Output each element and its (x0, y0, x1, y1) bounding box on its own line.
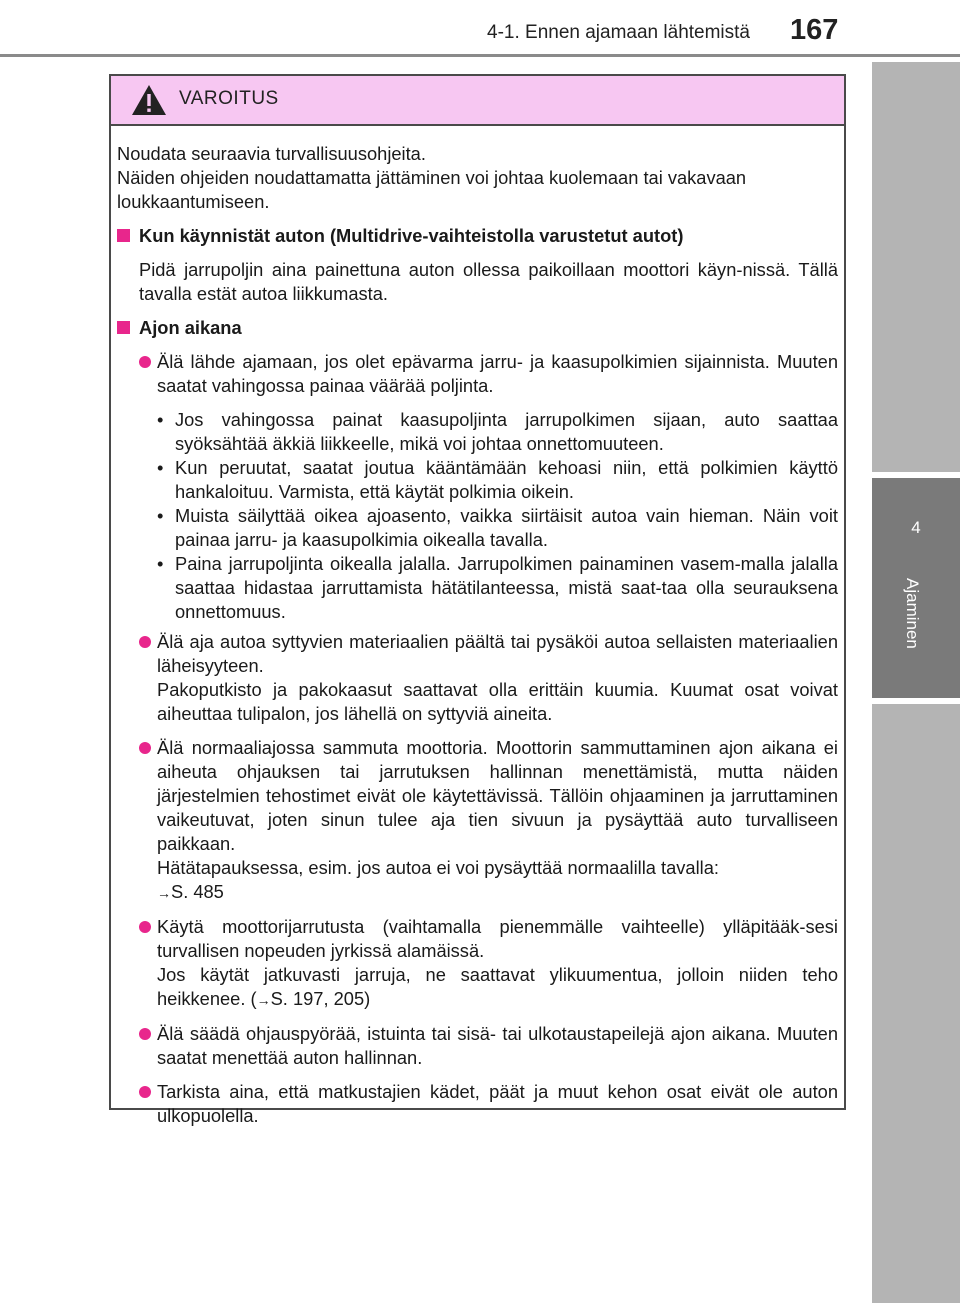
section-title: 4-1. Ennen ajamaan lähtemistä (487, 22, 750, 43)
item-text: Älä normaaliajossa sammuta moottoria. Moottorin sammuttaminen ajon aikana ei aiheuta ohjauksen tai jarrutuksen hallinnan menettämistä, mutta näiden järjestelmien tehostimet eivät ole käytettävissä. Tällöin ohjaaminen ja jarruttaminen vaikeutuvat, joten sinun tulee aja tien sivuun ja pysäyttää auto turvalliseen paikkaan. (157, 737, 838, 854)
arrow-right-icon: → (157, 885, 171, 901)
list-item (117, 350, 838, 398)
chapter-label: Ajaminen (903, 578, 922, 649)
sub-list (117, 408, 838, 624)
list-item (117, 915, 838, 1012)
list-item (117, 630, 838, 726)
warning-title: VAROITUS (179, 88, 279, 109)
section-heading-text: Kun käynnistät auton (Multidrive-vaihteistolla varustetut autot) (139, 225, 684, 246)
side-tab-spacer-bottom (872, 704, 960, 1303)
chapter-number: 4 (911, 518, 921, 537)
sub-item: • Paina jarrupoljinta oikealla jalalla. Jarrupolkimen painaminen vasem-malla jalalla saattaa hidastaa jarruttamista hätätilanteessa, mistä saat-taa olla seurauksena onnettomuus. (157, 553, 838, 622)
round-bullet-icon (139, 1028, 151, 1040)
arrow-right-icon: → (256, 992, 271, 1008)
intro-line: Noudata seuraavia turvallisuusohjeita. (117, 143, 426, 164)
item-text: Hätätapauksessa, esim. jos autoa ei voi pysäyttää normaalilla tavalla: (157, 857, 719, 878)
round-bullet-icon (139, 1086, 151, 1098)
chapter-tab (872, 478, 960, 698)
warning-box (109, 74, 846, 1126)
dot-bullet-icon: • (157, 505, 164, 526)
dot-bullet-icon: • (157, 457, 164, 478)
item-text: Älä aja autoa syttyvien materiaalien päältä tai pysäköi autoa sellaisten materiaalien läheisyyteen. (157, 631, 838, 676)
square-bullet-icon (117, 229, 130, 242)
section-heading (117, 316, 838, 340)
section-text: Pidä jarrupoljin aina painettuna auton ollessa paikoillaan moottori käyn-nissä. Tällä tavalla estät autoa liikkumasta. (139, 259, 838, 304)
round-bullet-icon (139, 636, 151, 648)
dot-bullet-icon: • (157, 553, 164, 574)
warning-triangle-icon (131, 84, 167, 116)
round-bullet-icon (139, 356, 151, 368)
sub-item: • Muista säilyttää oikea ajoasento, vaikka siirtäisit autoa vain hieman. Näin voit painaa jarru- ja kaasupolkimia oikealla tavalla. (157, 505, 838, 550)
section-heading-text: Ajon aikana (139, 317, 242, 338)
header-divider (0, 54, 960, 57)
sub-item: • Kun peruutat, saatat joutua kääntämään kehoasi niin, että polkimien käyttö hankaloituu. Varmista, että käytät polkimia oikein. (157, 457, 838, 502)
item-text: Pakoputkisto ja pakokaasut saattavat olla erittäin kuumia. Kuumat osat voivat aiheuttaa tulipalon, jos lähellä on syttyviä aineita. (157, 679, 838, 724)
sub-item: • Jos vahingossa painat kaasupoljinta jarrupolkimen sijaan, auto saattaa syöksähtää äkkiä liikkeelle, mikä voi johtaa onnettomuuteen. (157, 409, 838, 454)
list-item (117, 736, 838, 905)
intro-text (117, 142, 838, 214)
list-item (117, 1022, 838, 1070)
side-tab-spacer-top (872, 62, 960, 472)
intro-line: Näiden ohjeiden noudattamatta jättäminen voi johtaa kuolemaan tai vakavaan loukkaantumiseen. (117, 167, 747, 212)
item-text-with-ref: Jos käytät jatkuvasti jarruja, ne saattavat ylikuumentua, jolloin niiden teho heikkenee. (→S. 197, 205) (157, 964, 838, 1009)
item-text: Älä säädä ohjauspyörää, istuinta tai sisä- tai ulkotaustapeilejä ajon aikana. Muuten saatat menettää auton hallinnan. (157, 1023, 838, 1068)
round-bullet-icon (139, 921, 151, 933)
item-text: Älä lähde ajamaan, jos olet epävarma jarru- ja kaasupolkimien sijainnista. Muuten saatat vahingossa painaa väärää poljinta. (157, 351, 838, 396)
item-text: Käytä moottorijarrutusta (vaihtamalla pienemmälle vaihteelle) ylläpitääk-sesi turvallisen nopeuden jyrkissä alamäissä. (157, 916, 838, 961)
list-item (117, 1080, 838, 1128)
square-bullet-icon (117, 321, 130, 334)
page-reference: →S. 485 (157, 881, 224, 902)
warning-header (111, 76, 844, 126)
section-heading (117, 224, 838, 248)
page-number: 167 (790, 14, 839, 46)
dot-bullet-icon: • (157, 409, 164, 430)
warning-body (111, 126, 844, 1128)
item-text: Tarkista aina, että matkustajien kädet, päät ja muut kehon osat eivät ole auton ulkopuolella. (157, 1081, 838, 1126)
round-bullet-icon (139, 742, 151, 754)
